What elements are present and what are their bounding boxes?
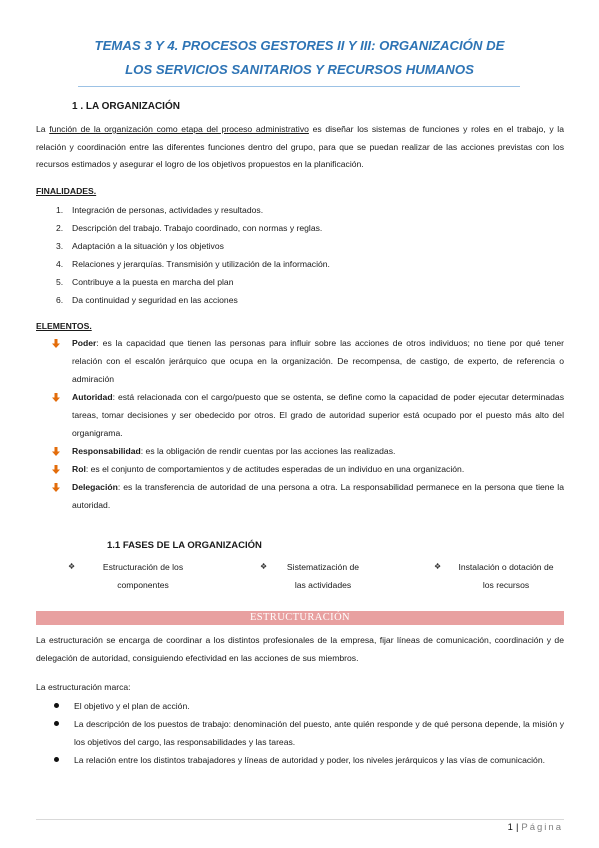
finalidades-list [56, 201, 556, 309]
list-item: 3. Adaptación a la situación y los objetivos [56, 241, 224, 251]
bullet-dot-icon [54, 721, 59, 726]
bullet-dot-icon [54, 703, 59, 708]
footer-page-word: Página [521, 822, 563, 833]
section-heading-fases: 1.1 FASES DE LA ORGANIZACIÓN [107, 540, 262, 551]
list-item: Autoridad: está relacionada con el cargo/puesto que se ostenta, se define como la capacidad de poder ejecutar determinadas tareas, tomar decisiones y ser obedecido por otros. El grado de autoridad superior está ocupado por el puesto más alto del organigrama. [52, 388, 564, 442]
fase-item: ❖ Estructuración de los componentes [78, 558, 208, 594]
page-footer [508, 822, 563, 833]
arrow-down-icon [52, 447, 60, 456]
intro-paragraph [36, 121, 564, 174]
finalidades-label: FINALIDADES. [36, 186, 97, 196]
estructuracion-list [54, 697, 564, 769]
intro-text-rest: es diseñar los sistemas de funciones y roles en el trabajo, y la relación y coordinación entre las diferentes funciones dentro del grupo, para que se puedan realizar de las acciones previstas con los recursos estimados y asegurar el logro de los objetivos propuestos en la planificación. [36, 124, 564, 169]
arrow-down-icon [52, 483, 60, 492]
list-item: 2. Descripción del trabajo. Trabajo coordinado, con normas y reglas. [56, 223, 323, 233]
arrow-down-icon [52, 393, 60, 402]
document-title [30, 34, 569, 82]
bullet-dot-icon [54, 757, 59, 762]
list-item: La relación entre los distintos trabajadores y líneas de autoridad y poder, los niveles jerárquicos y las vías de comunicación. [54, 751, 564, 769]
list-item: El objetivo y el plan de acción. [54, 697, 564, 715]
elementos-label: ELEMENTOS. [36, 321, 92, 331]
intro-text-start: La [36, 124, 50, 134]
arrow-down-icon [52, 465, 60, 474]
list-item: Rol: es el conjunto de comportamientos y de actitudes esperadas de un individuo en una organización. [52, 460, 564, 478]
estructuracion-paragraph: La estructuración se encarga de coordinar a los distintos profesionales de la empresa, fijar líneas de comunicación, coordinación y de delegación de autoridad, consiguiendo efectividad en las acciones de sus miembros. [36, 635, 564, 663]
title-line-1: TEMAS 3 Y 4. PROCESOS GESTORES II Y III: ORGANIZACIÓN DE [94, 38, 505, 53]
diamond-bullet-icon: ❖ [434, 562, 442, 571]
section-heading-organizacion: 1 . LA ORGANIZACIÓN [72, 101, 180, 112]
arrow-down-icon [52, 339, 60, 348]
list-item: 1. Integración de personas, actividades y resultados. [56, 205, 264, 215]
page-number: 1 [507, 822, 513, 833]
list-item: 6. Da continuidad y seguridad en las acciones [56, 295, 238, 305]
intro-underlined-text: función de la organización como etapa del proceso administrativo [49, 124, 309, 134]
list-item: 4. Relaciones y jerarquías. Transmisión y utilización de la información. [56, 259, 330, 269]
list-item: Responsabilidad: es la obligación de rendir cuentas por las acciones las realizadas. [52, 442, 564, 460]
list-item: Delegación: es la transferencia de autoridad de una persona a otra. La responsabilidad permanece en la persona que tiene la autoridad. [52, 478, 564, 514]
title-line-2: LOS SERVICIOS SANITARIOS Y RECURSOS HUMANOS [125, 62, 474, 77]
footer-separator: | [515, 822, 519, 833]
diamond-bullet-icon: ❖ [68, 562, 76, 571]
list-item: 5. Contribuye a la puesta en marcha del plan [56, 277, 234, 287]
title-divider [78, 86, 520, 87]
diamond-bullet-icon: ❖ [260, 562, 268, 571]
footer-divider [36, 819, 564, 820]
list-item: Poder: es la capacidad que tienen las personas para influir sobre las acciones de otros individuos; no tiene por qué tener relación con el escalón jerárquico que ocupa en la organización. De recompensa, de castigo, de experto, de referencia o admiración [52, 334, 564, 388]
estructuracion-band: ESTRUCTURACIÓN [36, 611, 564, 625]
estructuracion-marca-label: La estructuración marca: [36, 682, 131, 692]
fase-item: ❖ Sistematización de las actividades [268, 558, 378, 594]
fase-item: ❖ Instalación o dotación de los recursos [446, 558, 566, 594]
list-item: La descripción de los puestos de trabajo: denominación del puesto, ante quién responde y de qué persona depende, la misión y los objetivos del cargo, las responsabilidades y las tareas. [54, 715, 564, 751]
elementos-list [52, 334, 564, 514]
